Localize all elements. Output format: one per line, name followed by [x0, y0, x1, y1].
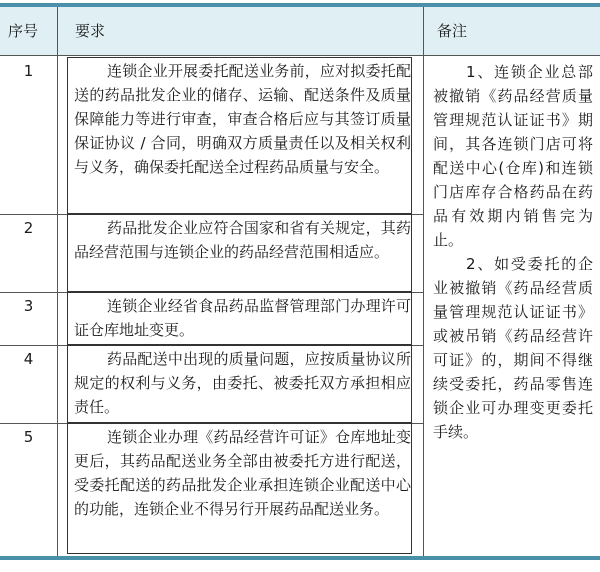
remark-1: 1、连锁企业总部被撤销《药品经营质量管理规范认证证书》期间，其各连锁门店可将配送中心(仓库)和连锁门店库存合格药品在药品有效期内销售完为止。: [433, 63, 593, 249]
row-1-requirement: 连锁企业开展委托配送业务前，应对拟委托配送的药品批发企业的储存、运输、配送条件及质量保障能力等进行审查，审查合格后应与其签订质量保证协议 / 合同，明确双方质量责任以及相关权利与义务，确保委托配送全过程药品质量与安全。: [67, 57, 412, 214]
row-3-index: 3: [23, 297, 34, 315]
header-remarks: 备注: [437, 22, 468, 40]
row-1-index: 1: [23, 62, 34, 80]
row-4-index: 4: [23, 350, 34, 368]
remarks-cell: [433, 60, 593, 444]
row-3-requirement: 连锁企业经省食品药品监督管理部门办理许可证仓库地址变更。: [67, 292, 412, 345]
table-bottom-rule: [0, 556, 600, 560]
remark-2: 2、如受委托的企业被撤销《药品经营质量管理规范认证证书》或被吊销《药品经营许可证》的，期间不得继续受委托，药品零售连锁企业可办理变更委托手续。: [433, 255, 593, 441]
header-index: 序号: [8, 22, 39, 40]
header-requirement: 要求: [75, 22, 106, 40]
row-4-requirement: 药品配送中出现的质量问题，应按质量协议所规定的权利与义务，由委托、被委托双方承担相应责任。: [67, 345, 412, 423]
column-divider: [423, 7, 424, 556]
row-2-index: 2: [23, 219, 34, 237]
row-5-requirement: 连锁企业办理《药品经营许可证》仓库地址变更后，其药品配送业务全部由被委托方进行配送，受委托配送的药品批发企业承担连锁企业配送中心的功能，连锁企业不得另行开展药品配送业务。: [67, 423, 412, 554]
row-2-requirement: 药品批发企业应符合国家和省有关规定，其药品经营范围与连锁企业的药品经营范围相适应。: [67, 214, 412, 292]
column-divider: [57, 7, 58, 556]
row-5-index: 5: [23, 428, 34, 446]
header-divider: [0, 55, 600, 56]
